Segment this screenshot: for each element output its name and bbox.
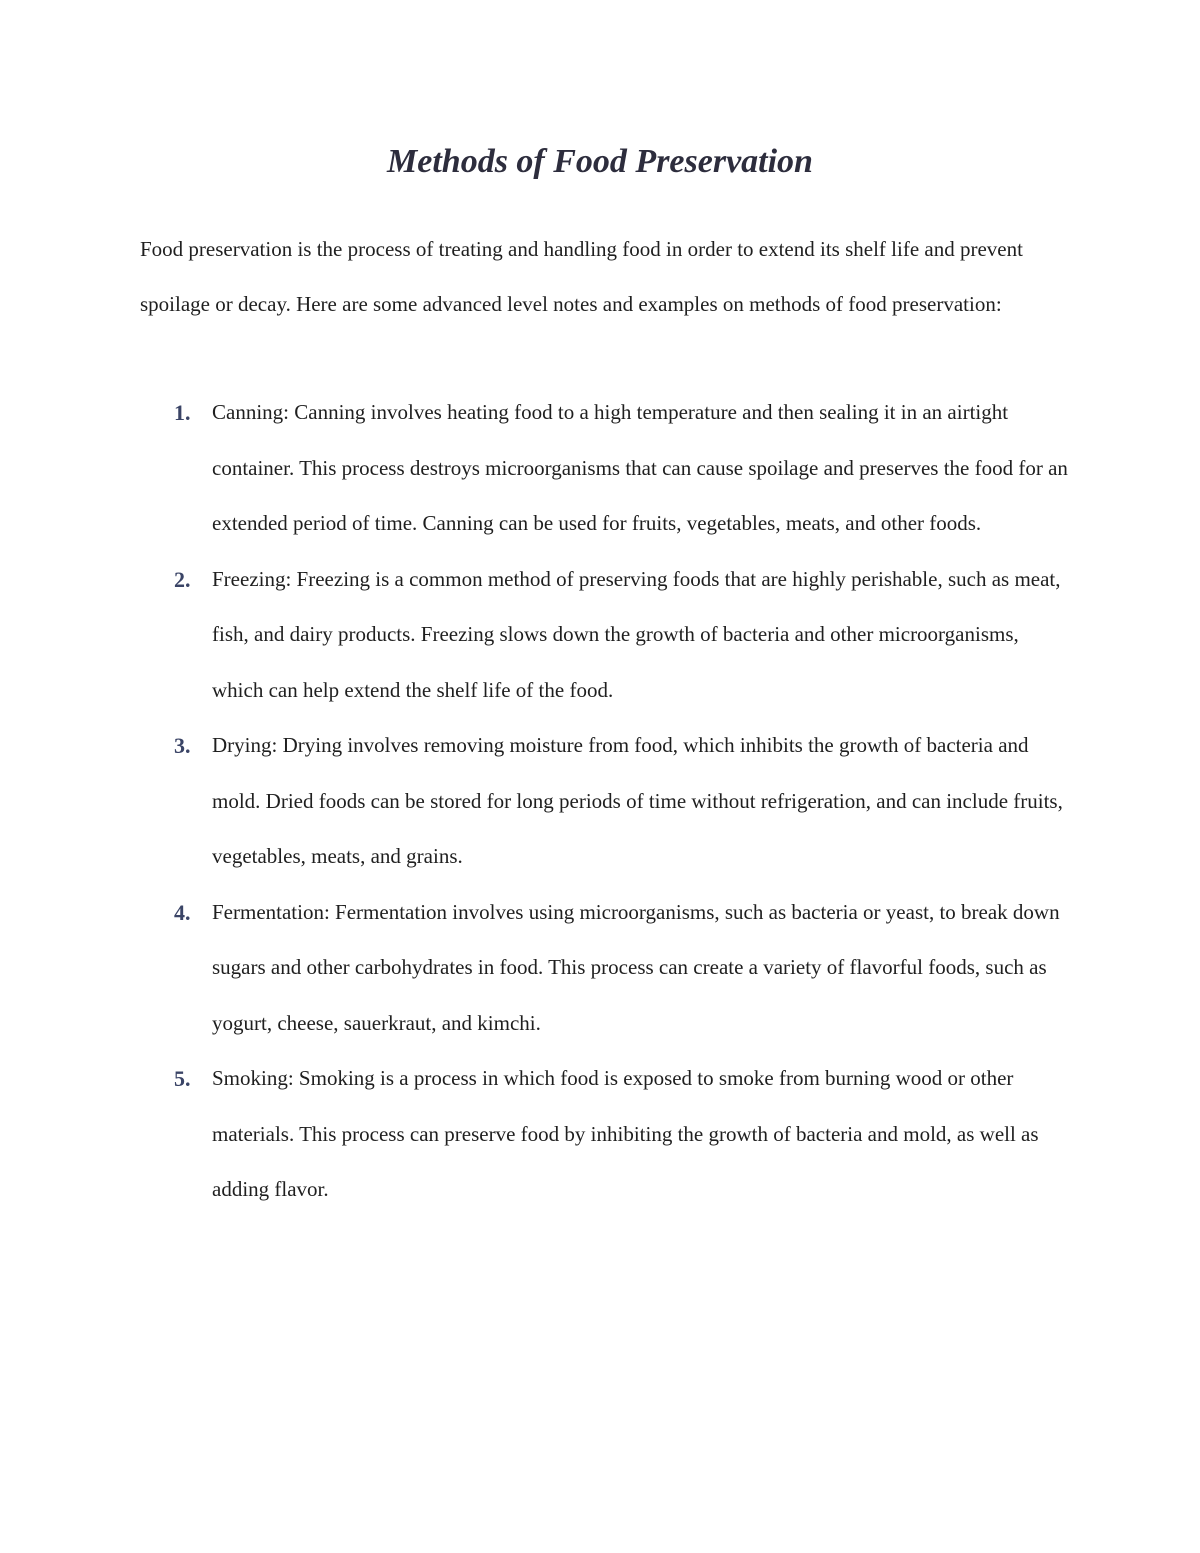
list-item-smoking <box>140 1051 1070 1218</box>
list-item-text: Fermentation: Fermentation involves using microorganisms, such as bacteria or yeast, to break down sugars and other carbohydrates in food. This process can create a variety of flavorful foods, such as yogurt, cheese, sauerkraut, and kimchi. <box>212 899 1060 1035</box>
intro-paragraph: Food preservation is the process of treating and handling food in order to extend its shelf life and prevent spoilage or decay. Here are some advanced level notes and examples on methods of food preservation: <box>140 237 1023 316</box>
list-number: 2. <box>174 566 191 592</box>
list-item-text: Freezing: Freezing is a common method of preserving foods that are highly perishable, such as meat, fish, and dairy products. Freezing slows down the growth of bacteria and other microorganisms, which can help extend the shelf life of the food. <box>212 566 1061 702</box>
list-item-drying <box>140 718 1070 885</box>
list-item-text: Smoking: Smoking is a process in which food is exposed to smoke from burning wood or other materials. This process can preserve food by inhibiting the growth of bacteria and mold, as well as adding flavor. <box>212 1066 1039 1201</box>
list-number: 5. <box>174 1066 191 1091</box>
list-number: 3. <box>174 733 191 758</box>
list-number: 4. <box>174 899 191 925</box>
list-item-canning <box>140 385 1070 552</box>
list-item-fermentation <box>140 885 1070 1052</box>
document-title: Methods of Food Preservation <box>387 143 813 180</box>
list-item-freezing <box>140 552 1070 719</box>
list-number: 1. <box>174 400 191 425</box>
list-item-text: Canning: Canning involves heating food to a high temperature and then sealing it in an airtight container. This process destroys microorganisms that can cause spoilage and preserves the food for an extended period of time. Canning can be used for fruits, vegetables, meats, and other foods. <box>212 400 1068 535</box>
list-item-text: Drying: Drying involves removing moisture from food, which inhibits the growth of bacteria and mold. Dried foods can be stored for long periods of time without refrigeration, and can include fruits, vegetables, meats, and grains. <box>212 733 1063 868</box>
methods-list <box>140 385 1070 1218</box>
